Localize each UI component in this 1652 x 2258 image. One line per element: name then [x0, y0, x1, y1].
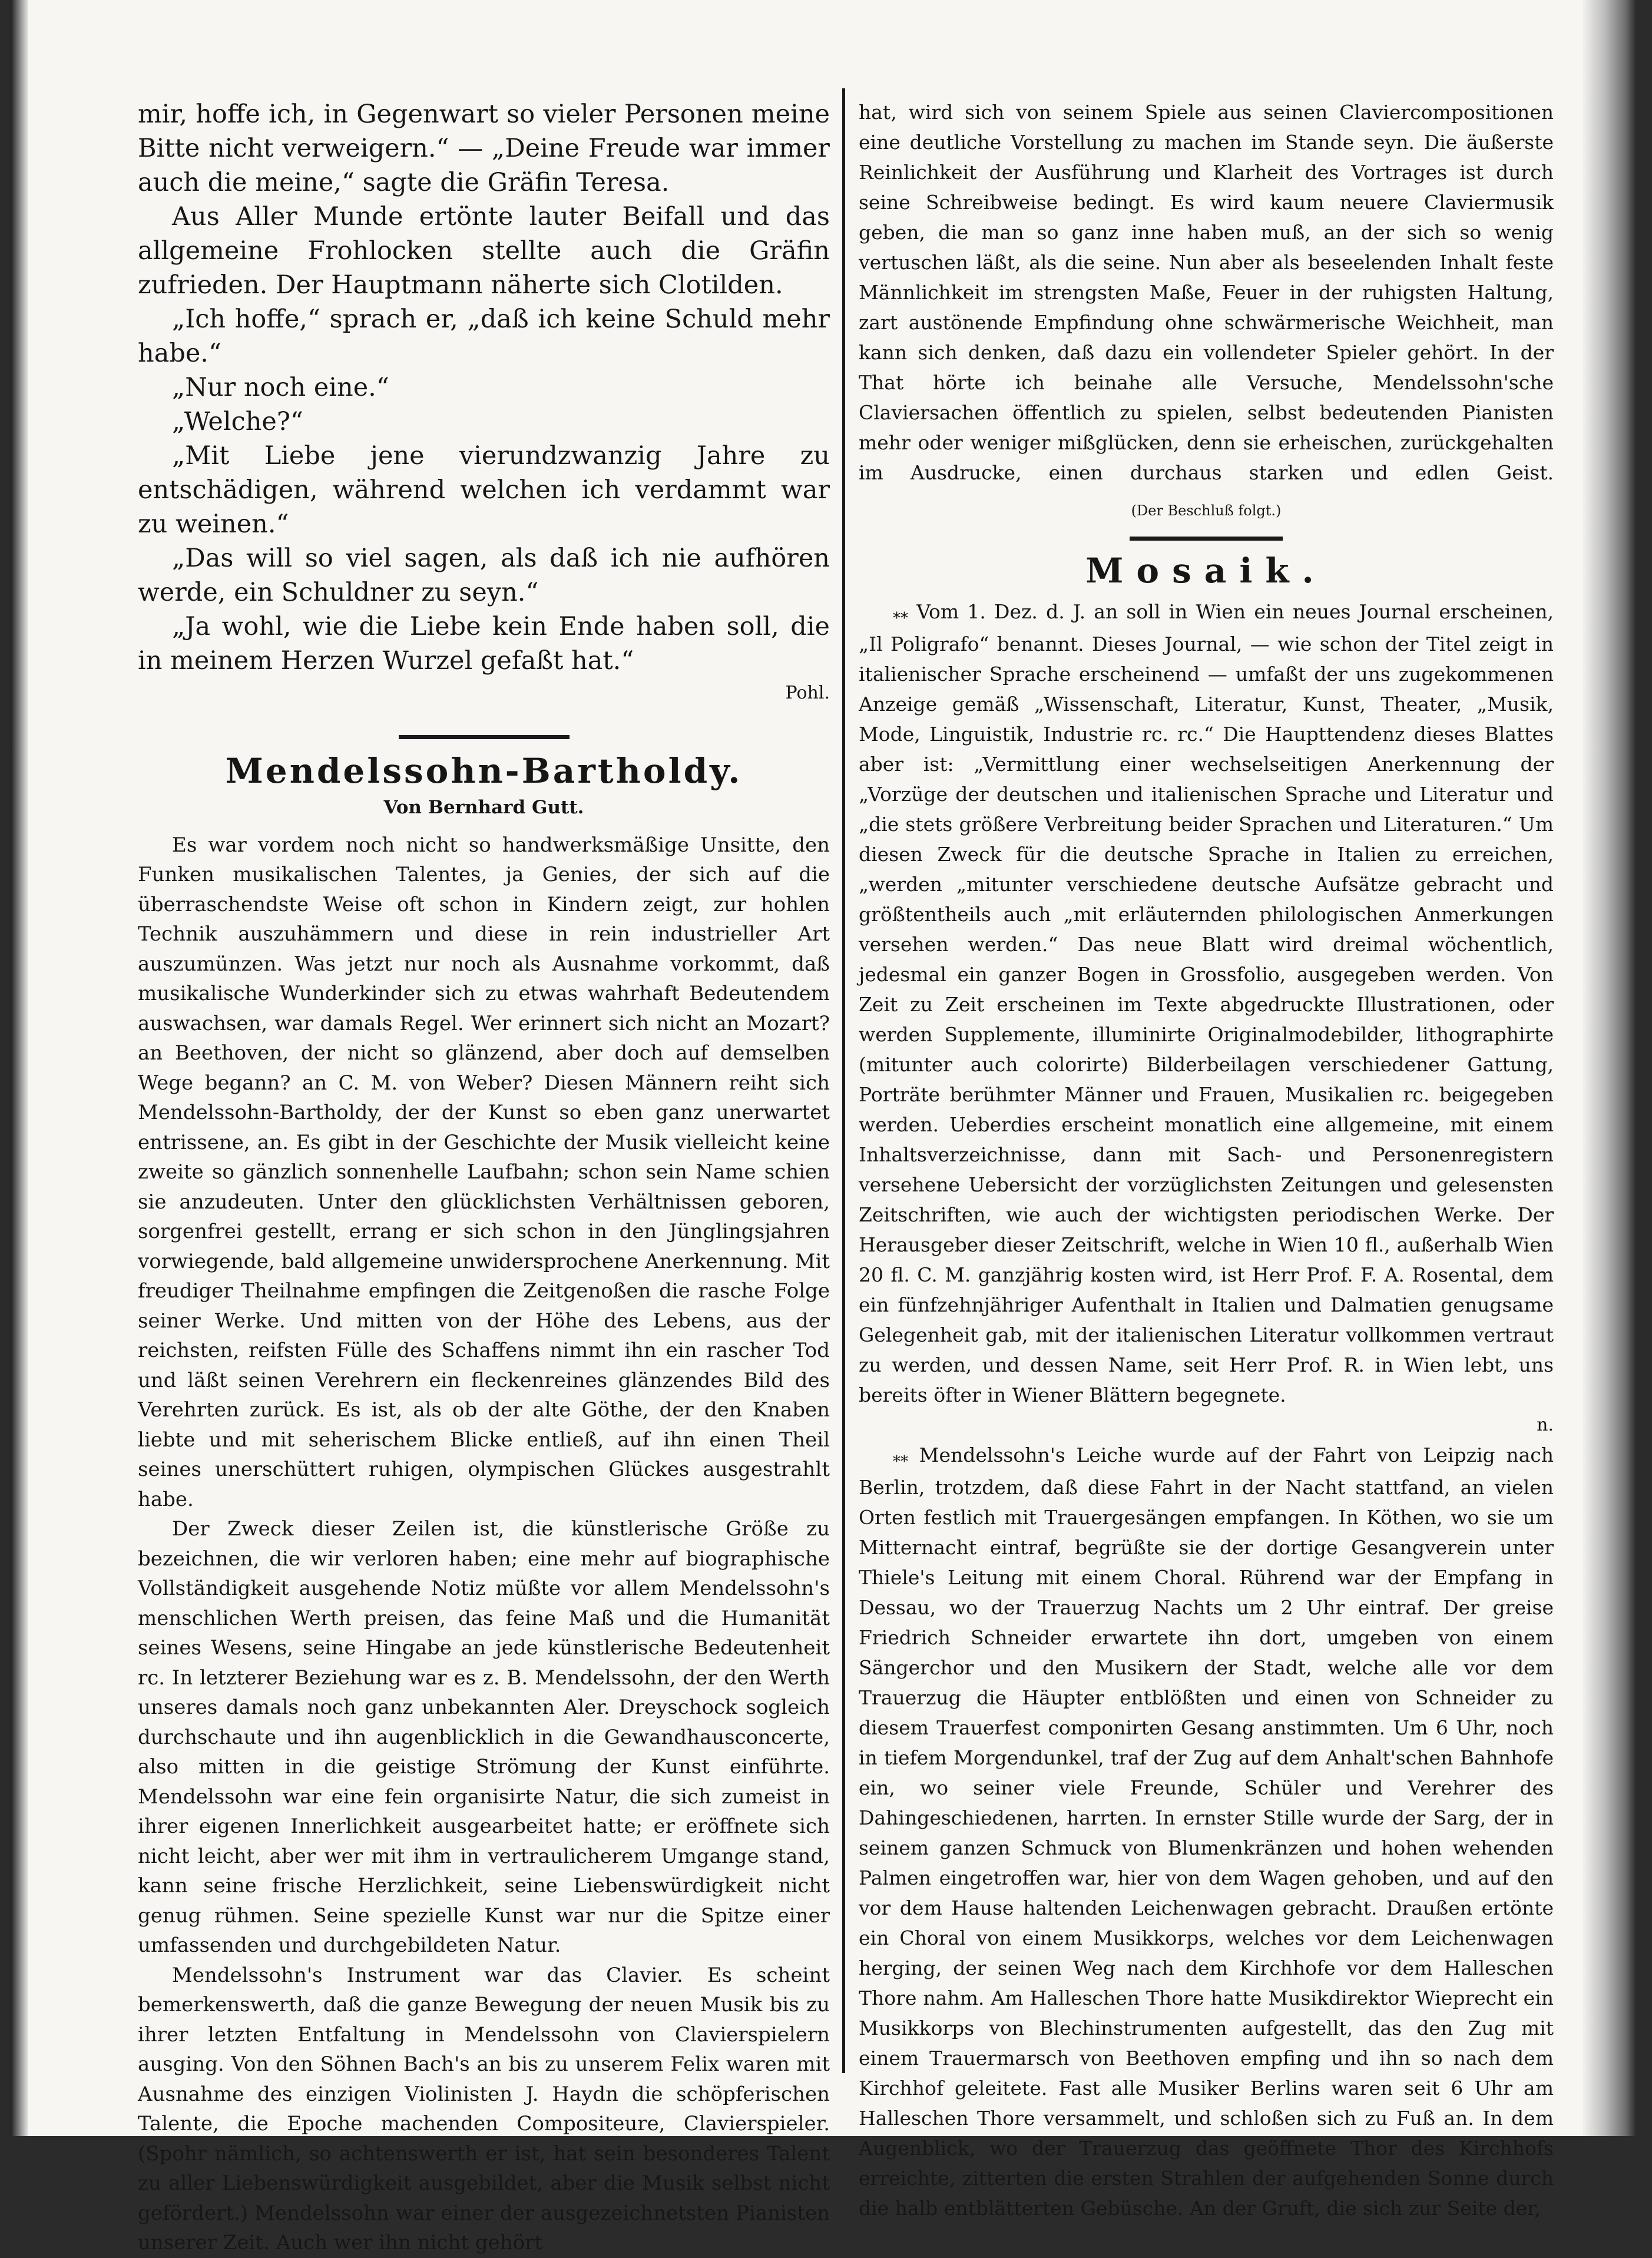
- article-paragraph: Der Zweck dieser Zeilen ist, die künstlerische Größe zu bezeichnen, die wir verloren haben; eine mehr auf biographische Vollständigkeit ausgehende Notiz müßte vor allem Mendelssohn's menschlichen Werth preisen, das feine Maß und die Humanität seines Wesens, seine Hingabe an jede künstlerische Bedeutenheit rc. In letzterer Beziehung war es z. B. Mendelssohn, der den Werth unseres damals noch ganz unbekannten Aler. Dreyschock sogleich durchschaute und ihn augenblicklich in die Gewandhausconcerte, also mitten in die geistige Strömung der Kunst einführte. Mendelssohn war eine fein organisirte Natur, die sich zumeist in ihrer eigenen Innerlichkeit ausgearbeitet hatte; er eröffnete sich nicht leicht, aber wer mit ihm in vertraulicherem Umgange stand, kann seine frische Herzlichkeit, seine Liebenswürdigkeit nicht genug rühmen. Seine spezielle Kunst war nur die Spitze einer umfassenden und durchgebildeten Natur.: [138, 1517, 830, 1958]
- story-signature: Pohl.: [785, 683, 830, 703]
- article-byline: Von Bernhard Gutt.: [383, 797, 584, 819]
- article-paragraph: Mendelssohn's Instrument war das Clavier. Es scheint bemerkenswerth, daß die ganze Bewegung der neuen Musik bis zu ihrer letzten Entfaltung in Mendelssohn von Clavierspielern ausging. Von den Söhnen Bach's an bis zu unserem Felix waren mit Ausnahme des einzigen Violinisten J. Haydn die schöpferischen Talente, die Epoche machenden Compositeure, Clavierspieler. (Spohr nämlich, so achtenswerth er ist, hat sein besonderes Talent zu aller Liebenswürdigkeit ausgebildet, aber die Musik selbst nicht gefördert.) Mendelssohn war einer der ausgezeichnetsten Pianisten unserer Zeit. Auch wer ihn nicht gehört: [138, 1963, 830, 2255]
- story-paragraph: „Nur noch eine.“: [172, 373, 389, 402]
- article-title: Mendelssohn-Bartholdy.: [225, 750, 743, 791]
- news-item-signature: n.: [1537, 1415, 1554, 1435]
- story-paragraph: „Mit Liebe jene vierundzwanzig Jahre zu entschädigen, während welchen ich verdammt war zu weinen.“: [138, 441, 830, 539]
- story-paragraph: Aus Aller Munde ertönte lauter Beifall und das allgemeine Frohlocken stellte auch die Gräfin zufrieden. Der Hauptmann näherte sich Clotilden.: [138, 202, 830, 300]
- article-continuation: hat, wird sich von seinem Spiele aus seinen Claviercompositionen eine deutliche Vorstellung zu machen im Stande seyn. Die äußerste Reinlichkeit der Ausführung und Klarheit des Vortrages ist durch seine Schreibweise bedingt. Es wird kaum neuere Claviermusik geben, die man so ganz inne haben muß, an der sich so wenig vertuschen läßt, als die seine. Nun aber als beseelenden Inhalt feste Männlichkeit im strengsten Maße, Feuer in der ruhigsten Haltung, zart austönende Empfindung ohne schwärmerische Weichheit, man kann sich denken, daß dazu ein vollendeter Spieler gehört. In der That hörte ich beinahe alle Versuche, Mendelssohn'sche Claviersachen öffentlich zu spielen, selbst bedeutenden Pianisten mehr oder weniger mißglücken, denn sie erheischen, zurückgehalten im Ausdrucke, einen durchaus starken und edlen Geist.: [859, 101, 1554, 484]
- article-paragraph: Es war vordem noch nicht so handwerksmäßige Unsitte, den Funken musikalischen Talentes, ja Genies, der sich auf die überraschendste Weise oft schon in Kindern zeigt, zur hohlen Technik auszuhämmern und diese in rein industrieller Art auszumünzen. Was jetzt nur noch als Ausnahme vorkommt, daß musikalische Wunderkinder sich zu etwas wahrhaft Bedeutendem auswachsen, war damals Regel. Wer erinnert sich nicht an Mozart? an Beethoven, der nicht so glänzend, aber doch auf demselben Wege begann? an C. M. von Weber? Diesen Männern reiht sich Mendelssohn-Bartholdy, der der Kunst so eben ganz unerwartet entrissene, an. Es gibt in der Geschichte der Musik vielleicht keine zweite so gänzlich sonnenhelle Laufbahn; schon sein Name schien sie anzudeuten. Unter den glücklichsten Verhältnissen geboren, sorgenfrei gestellt, errang er sich schon in den Jünglingsjahren vorwiegende, bald allgemeine unwidersprochene Anerkennung. Mit freudiger Theilnahme empfingen die Zeitgenoßen die rasche Folge seiner Werke. Und mitten von der Höhe des Lebens, aus der reichsten, reifsten Fülle des Schaffens nimmt ihn ein rascher Tod und läßt seinen Verehrern ein fleckenreines glänzendes Bild des Verehrten zurück. Es ist, als ob der alte Göthe, der den Knaben liebte und mit seherischem Blicke entließ, auf ihn einen Theil seines unerschüttert ruhigen, olympischen Glückes ausgestrahlt habe.: [138, 833, 830, 1511]
- news-item: [859, 597, 1554, 1410]
- story-paragraph: „Ich hoffe,“ sprach er, „daß ich keine Schuld mehr habe.“: [138, 304, 830, 368]
- story-paragraph: „Welche?“: [172, 407, 303, 436]
- news-item: [859, 1440, 1554, 2223]
- news-item-text: Vom 1. Dez. d. J. an soll in Wien ein neues Journal erscheinen, „Il Poligrafo“ benannt. Dieses Journal, — wie schon der Titel zeigt in italienischer Sprache erscheinend — umfaßt der uns zugekommenen Anzeige gemäß „Wissenschaft, Literatur, Kunst, Theater, „Musik, Mode, Linguistik, Industrie rc. rc.“ Die Haupttendenz dieses Blattes aber ist: „Vermittlung einer wechselseitigen Anerkennung der „Vorzüge der deutschen und italienischen Sprache und Literatur und „die stets größere Verbreitung beider Sprachen und Literaturen.“ Um diesen Zweck für die deutsche Sprache in Italien zu erreichen, „werden „mitunter verschiedene deutsche Aufsätze gebracht und größtentheils auch „mit erläuternden philologischen Anmerkungen versehen werden.“ Das neue Blatt wird dreimal wöchentlich, jedesmal ein ganzer Bogen in Grossfolio, ausgegeben werden. Von Zeit zu Zeit erscheinen im Texte abgedruckte Illustrationen, oder werden Supplemente, illuminirte Originalmodebilder, lithographirte (mitunter auch colorirte) Bilderbeilagen verschiedener Gattung, Porträte berühmter Männer und Frauen, Musikalien rc. beigegeben werden. Ueberdies erscheint monatlich eine allgemeine, mit einem Inhaltsverzeichnisse, dann mit Sach- und Personenregistern versehene Uebersicht der vorzüglichsten Zeitungen und gelesensten Zeitschriften, wie auch der wichtigsten periodischen Werke. Der Herausgeber dieser Zeitschrift, welche in Wien 10 fl., außerhalb Wien 20 fl. C. M. ganzjährig kosten wird, ist Herr Prof. F. A. Rosental, dem ein fünfzehnjähriger Aufenthalt in Italien und Dalmatien genugsame Gelegenheit gab, mit der italienischen Literatur vollkommen vertraut zu werden, und dessen Name, seit Herr Prof. R. in Wien lebt, uns bereits öfter in Wiener Blättern begegnete.: [859, 600, 1554, 1406]
- story-paragraph: „Das will so viel sagen, als daß ich nie aufhören werde, ein Schuldner zu seyn.“: [138, 544, 830, 607]
- section-divider: [1130, 537, 1283, 541]
- item-marker-icon: ⁎⁎: [893, 605, 908, 623]
- newspaper-page: [11, 0, 1636, 2255]
- section-title: Mosaik.: [1085, 551, 1327, 591]
- section-divider: [399, 735, 570, 739]
- right-column: [859, 97, 1554, 2223]
- left-column: [138, 97, 830, 2258]
- continuation-note: (Der Beschluß folgt.): [1131, 502, 1282, 519]
- item-marker-icon: ⁎⁎: [893, 1448, 908, 1466]
- news-item-text: Mendelssohn's Leiche wurde auf der Fahrt von Leipzig nach Berlin, trotzdem, daß diese Fahrt in der Nacht stattfand, an vielen Orten festlich mit Trauergesängen empfangen. In Köthen, wo sie um Mitternacht eintraf, begrüßte sie der dortige Gesangverein unter Thiele's Leitung mit einem Choral. Rührend war der Empfang in Dessau, wo der Trauerzug Nachts um 2 Uhr eintraf. Der greise Friedrich Schneider erwartete ihn dort, umgeben von einem Sängerchor und den Musikern der Stadt, welche alle vor dem Trauerzug die Häupter entblößten und einen von Schneider zu diesem Trauerfest componirten Gesang anstimmten. Um 6 Uhr, noch in tiefem Morgendunkel, traf der Zug auf dem Anhalt'schen Bahnhofe ein, wo seiner viele Freunde, Schüler und Verehrer des Dahingeschiedenen, harrten. In ernster Stille wurde der Sarg, der in seinem ganzen Schmuck von Blumenkränzen und hohen wehenden Palmen eingetroffen war, hier von dem Wagen gehoben, und auf den vor dem Hause haltenden Leichenwagen gebracht. Draußen ertönte ein Choral von einem Musikkorps, welches vor dem Leichenwagen herging, der seinen Weg nach dem Kirchhofe vor dem Halleschen Thore nahm. Am Halleschen Thore hatte Musikdirektor Wieprecht ein Musikkorps von Blechinstrumenten aufgestellt, das den Zug mit einem Trauermarsch von Beethoven empfing und ihn so nach dem Kirchhof geleitete. Fast alle Musiker Berlins waren seit 6 Uhr am Halleschen Thore versammelt, und schloßen sich zu Fuß an. In dem Augenblick, wo der Trauerzug das geöffnete Thor des Kirchhofs erreichte, zitterten die ersten Strahlen der aufgehenden Sonne durch die halb entblätterten Gebüsche. An der Gruft, die sich zur Seite der,: [859, 1443, 1554, 2220]
- column-divider: [842, 88, 845, 2073]
- binding-shadow: [11, 0, 28, 2136]
- story-paragraph: mir, hoffe ich, in Gegenwart so vieler Personen meine Bitte nicht verweigern.“ — „Deine Freude war immer auch die meine,“ sagte die Gräfin Teresa.: [138, 100, 830, 197]
- story-paragraph: „Ja wohl, wie die Liebe kein Ende haben soll, die in meinem Herzen Wurzel gefaßt hat.“: [138, 612, 830, 676]
- page-edge-shadow: [1583, 0, 1636, 2136]
